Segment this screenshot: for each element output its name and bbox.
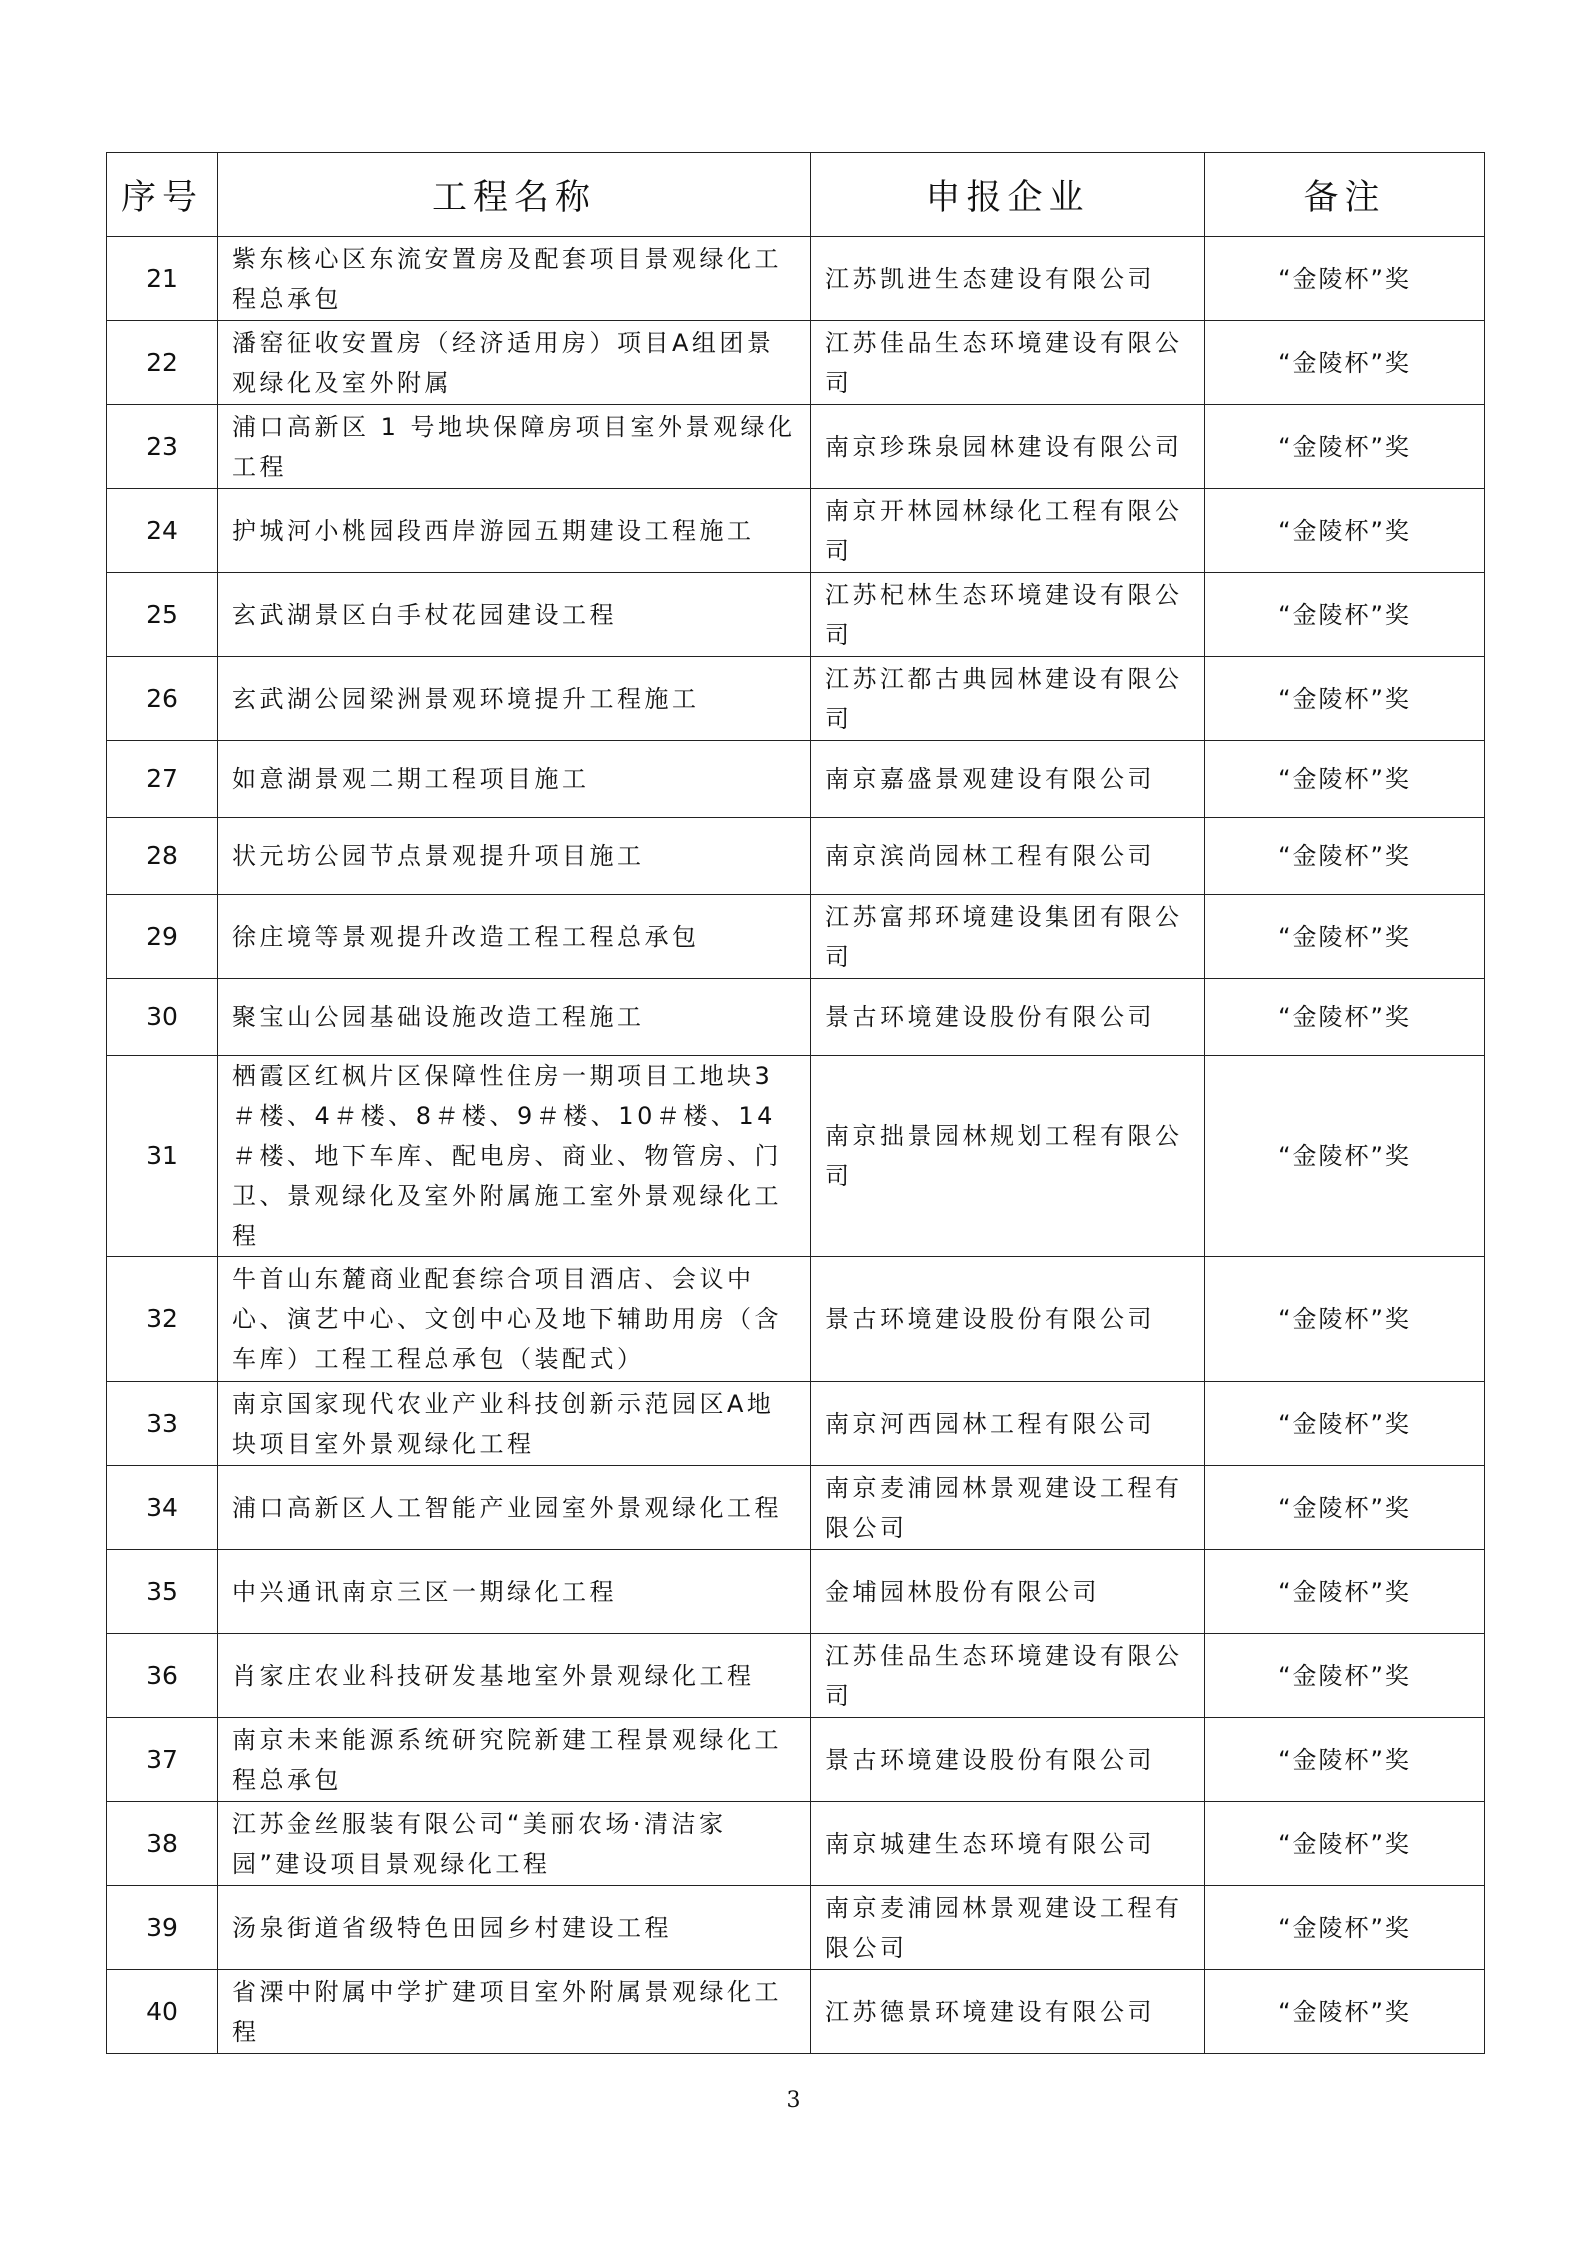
table-row — [107, 1970, 1485, 2054]
cell-serial-number: 37 — [107, 1718, 218, 1802]
table-row — [107, 741, 1485, 818]
cell-serial-number: 30 — [107, 979, 218, 1056]
cell-note: “金陵杯”奖 — [1205, 1970, 1485, 2054]
cell-company: 江苏德景环境建设有限公司 — [811, 1970, 1205, 2054]
cell-project-name: 栖霞区红枫片区保障性住房一期项目工地块3＃楼、4＃楼、8＃楼、9＃楼、10＃楼、14＃楼、地下车库、配电房、商业、物管房、门卫、景观绿化及室外附属施工室外景观绿化工程 — [218, 1056, 811, 1257]
cell-project-name: 护城河小桃园段西岸游园五期建设工程施工 — [218, 489, 811, 573]
cell-serial-number: 35 — [107, 1550, 218, 1634]
table-row — [107, 895, 1485, 979]
table-row — [107, 1466, 1485, 1550]
cell-company: 南京拙景园林规划工程有限公司 — [811, 1056, 1205, 1257]
header-company: 申报企业 — [811, 153, 1205, 237]
cell-project-name: 省溧中附属中学扩建项目室外附属景观绿化工程 — [218, 1970, 811, 2054]
header-project-name: 工程名称 — [218, 153, 811, 237]
cell-note: “金陵杯”奖 — [1205, 979, 1485, 1056]
cell-serial-number: 39 — [107, 1886, 218, 1970]
cell-project-name: 如意湖景观二期工程项目施工 — [218, 741, 811, 818]
header-note: 备注 — [1205, 153, 1485, 237]
cell-project-name: 浦口高新区人工智能产业园室外景观绿化工程 — [218, 1466, 811, 1550]
cell-note: “金陵杯”奖 — [1205, 405, 1485, 489]
cell-company: 金埔园林股份有限公司 — [811, 1550, 1205, 1634]
cell-note: “金陵杯”奖 — [1205, 1634, 1485, 1718]
table-row — [107, 1634, 1485, 1718]
cell-company: 江苏杞林生态环境建设有限公司 — [811, 573, 1205, 657]
cell-note: “金陵杯”奖 — [1205, 741, 1485, 818]
cell-serial-number: 28 — [107, 818, 218, 895]
cell-note: “金陵杯”奖 — [1205, 1056, 1485, 1257]
cell-project-name: 状元坊公园节点景观提升项目施工 — [218, 818, 811, 895]
cell-serial-number: 38 — [107, 1802, 218, 1886]
cell-note: “金陵杯”奖 — [1205, 1466, 1485, 1550]
cell-company: 南京开林园林绿化工程有限公司 — [811, 489, 1205, 573]
cell-company: 景古环境建设股份有限公司 — [811, 1718, 1205, 1802]
cell-company: 南京麦浦园林景观建设工程有限公司 — [811, 1886, 1205, 1970]
cell-serial-number: 23 — [107, 405, 218, 489]
cell-serial-number: 40 — [107, 1970, 218, 2054]
cell-serial-number: 31 — [107, 1056, 218, 1257]
cell-note: “金陵杯”奖 — [1205, 1718, 1485, 1802]
table-row — [107, 818, 1485, 895]
cell-company: 南京麦浦园林景观建设工程有限公司 — [811, 1466, 1205, 1550]
table-row — [107, 237, 1485, 321]
cell-note: “金陵杯”奖 — [1205, 1382, 1485, 1466]
cell-serial-number: 32 — [107, 1257, 218, 1382]
table-row — [107, 1802, 1485, 1886]
cell-serial-number: 25 — [107, 573, 218, 657]
cell-project-name: 徐庄境等景观提升改造工程工程总承包 — [218, 895, 811, 979]
cell-serial-number: 33 — [107, 1382, 218, 1466]
table-row — [107, 1382, 1485, 1466]
cell-company: 南京珍珠泉园林建设有限公司 — [811, 405, 1205, 489]
table-row — [107, 1056, 1485, 1257]
table-row — [107, 657, 1485, 741]
cell-project-name: 玄武湖景区白手杖花园建设工程 — [218, 573, 811, 657]
cell-company: 南京河西园林工程有限公司 — [811, 1382, 1205, 1466]
table-row — [107, 405, 1485, 489]
cell-company: 景古环境建设股份有限公司 — [811, 979, 1205, 1056]
cell-note: “金陵杯”奖 — [1205, 321, 1485, 405]
cell-project-name: 南京未来能源系统研究院新建工程景观绿化工程总承包 — [218, 1718, 811, 1802]
cell-serial-number: 22 — [107, 321, 218, 405]
cell-company: 江苏佳品生态环境建设有限公司 — [811, 1634, 1205, 1718]
cell-project-name: 肖家庄农业科技研发基地室外景观绿化工程 — [218, 1634, 811, 1718]
table-body — [107, 237, 1485, 2054]
cell-note: “金陵杯”奖 — [1205, 1886, 1485, 1970]
table-row — [107, 1886, 1485, 1970]
cell-company: 南京嘉盛景观建设有限公司 — [811, 741, 1205, 818]
cell-company: 江苏富邦环境建设集团有限公司 — [811, 895, 1205, 979]
table-row — [107, 1257, 1485, 1382]
table-row — [107, 1550, 1485, 1634]
table-row — [107, 573, 1485, 657]
cell-note: “金陵杯”奖 — [1205, 1802, 1485, 1886]
cell-note: “金陵杯”奖 — [1205, 818, 1485, 895]
cell-project-name: 南京国家现代农业产业科技创新示范园区A地块项目室外景观绿化工程 — [218, 1382, 811, 1466]
cell-serial-number: 26 — [107, 657, 218, 741]
cell-project-name: 浦口高新区 1 号地块保障房项目室外景观绿化工程 — [218, 405, 811, 489]
table-header-row — [107, 153, 1485, 237]
cell-serial-number: 24 — [107, 489, 218, 573]
cell-project-name: 中兴通讯南京三区一期绿化工程 — [218, 1550, 811, 1634]
cell-project-name: 潘窑征收安置房（经济适用房）项目A组团景观绿化及室外附属 — [218, 321, 811, 405]
cell-note: “金陵杯”奖 — [1205, 1257, 1485, 1382]
cell-company: 江苏江都古典园林建设有限公司 — [811, 657, 1205, 741]
cell-note: “金陵杯”奖 — [1205, 657, 1485, 741]
header-serial-number: 序号 — [107, 153, 218, 237]
cell-project-name: 汤泉街道省级特色田园乡村建设工程 — [218, 1886, 811, 1970]
cell-project-name: 玄武湖公园梁洲景观环境提升工程施工 — [218, 657, 811, 741]
cell-note: “金陵杯”奖 — [1205, 237, 1485, 321]
table-row — [107, 1718, 1485, 1802]
award-table — [106, 152, 1485, 2054]
page-number: 3 — [786, 2088, 801, 2113]
cell-serial-number: 36 — [107, 1634, 218, 1718]
cell-serial-number: 34 — [107, 1466, 218, 1550]
table-row — [107, 979, 1485, 1056]
cell-note: “金陵杯”奖 — [1205, 1550, 1485, 1634]
cell-serial-number: 27 — [107, 741, 218, 818]
cell-note: “金陵杯”奖 — [1205, 489, 1485, 573]
cell-serial-number: 29 — [107, 895, 218, 979]
cell-company: 南京城建生态环境有限公司 — [811, 1802, 1205, 1886]
cell-company: 景古环境建设股份有限公司 — [811, 1257, 1205, 1382]
cell-project-name: 聚宝山公园基础设施改造工程施工 — [218, 979, 811, 1056]
table-row — [107, 489, 1485, 573]
cell-note: “金陵杯”奖 — [1205, 573, 1485, 657]
cell-project-name: 牛首山东麓商业配套综合项目酒店、会议中心、演艺中心、文创中心及地下辅助用房（含车库）工程工程总承包（装配式） — [218, 1257, 811, 1382]
cell-company: 江苏凯进生态建设有限公司 — [811, 237, 1205, 321]
cell-company: 江苏佳品生态环境建设有限公司 — [811, 321, 1205, 405]
cell-company: 南京滨尚园林工程有限公司 — [811, 818, 1205, 895]
cell-serial-number: 21 — [107, 237, 218, 321]
cell-project-name: 紫东核心区东流安置房及配套项目景观绿化工程总承包 — [218, 237, 811, 321]
cell-project-name: 江苏金丝服装有限公司“美丽农场·清洁家园”建设项目景观绿化工程 — [218, 1802, 811, 1886]
table-row — [107, 321, 1485, 405]
cell-note: “金陵杯”奖 — [1205, 895, 1485, 979]
